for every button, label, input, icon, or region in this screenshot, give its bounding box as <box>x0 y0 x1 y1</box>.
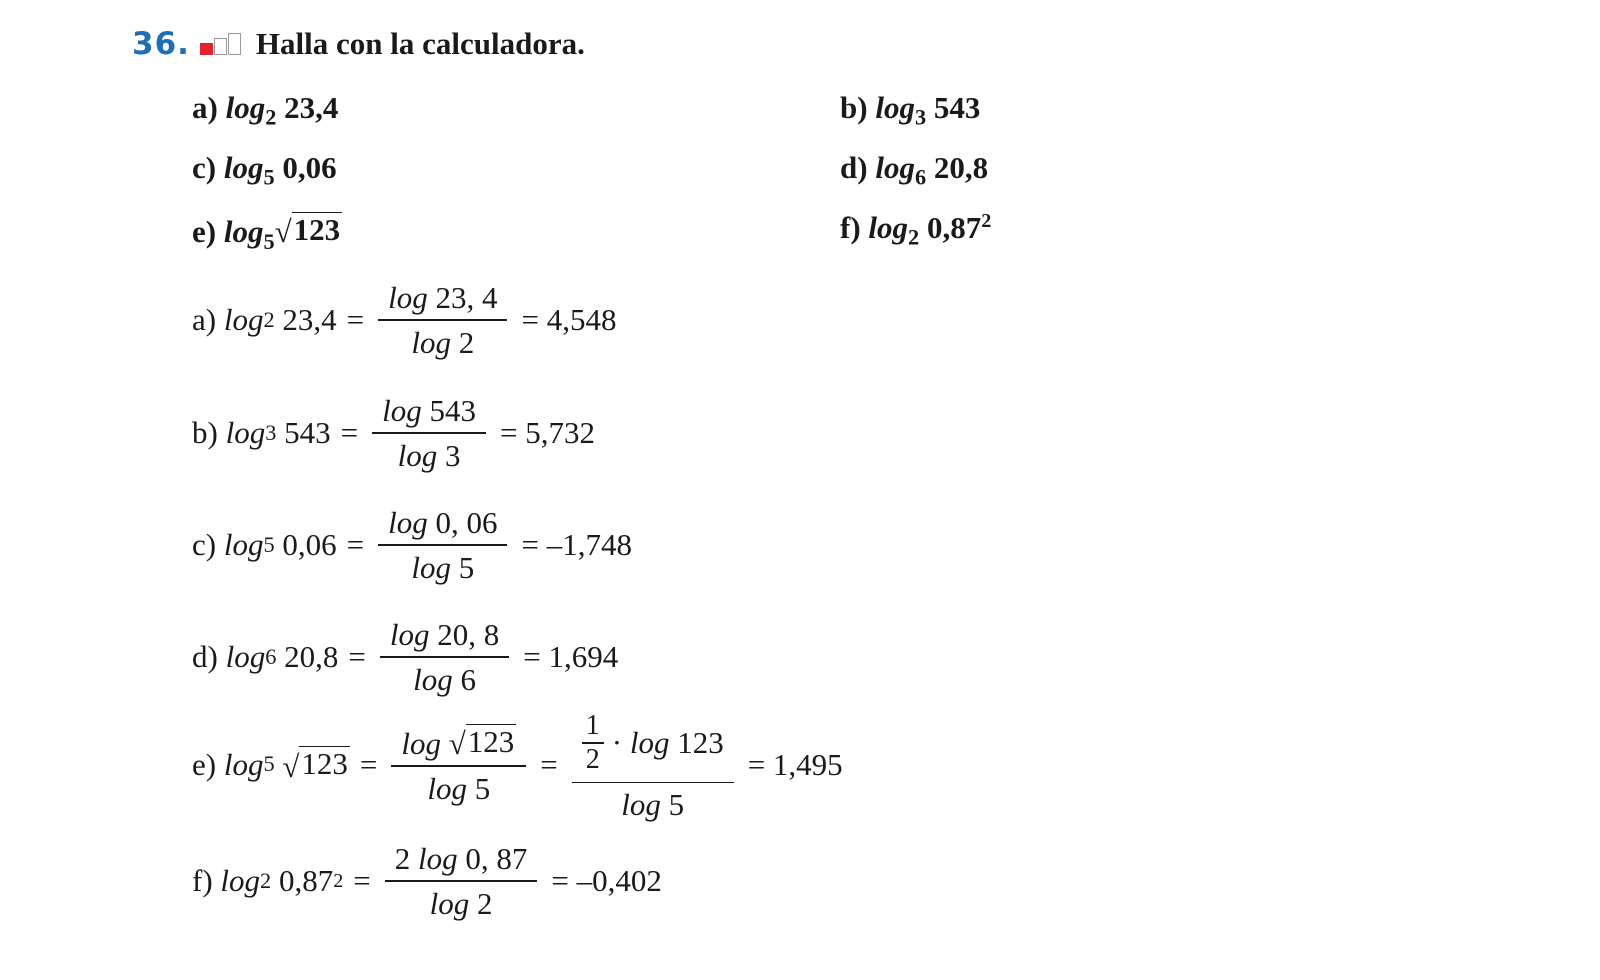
prompt-a <box>192 90 339 130</box>
prompt-label: d) <box>840 150 868 185</box>
difficulty-icon <box>200 33 242 55</box>
log-function: log <box>223 150 264 185</box>
log-function: log <box>429 885 470 921</box>
radicand: 123 <box>301 746 348 782</box>
log-base: 5 <box>263 228 275 254</box>
solution-label: e) <box>192 746 217 782</box>
log-argument: 6 <box>460 661 476 697</box>
prompt-label: a) <box>192 90 218 125</box>
fraction <box>378 282 507 358</box>
log-argument: 543 <box>933 90 981 125</box>
fraction <box>385 843 538 919</box>
prompt-e <box>192 212 342 254</box>
prompt-c <box>192 150 337 190</box>
log-argument: 23, 4 <box>435 280 498 315</box>
solution-label: b) <box>192 415 218 451</box>
radical-sign: √ <box>274 214 292 250</box>
half-numerator: 1 <box>585 710 600 741</box>
log-argument: 2 <box>458 324 475 360</box>
result: = 1,694 <box>523 639 619 675</box>
solution-a: a) log 2 23,4 = $\frac{\log 23, 4}{\log 2}$ = 4,548 <box>192 280 617 360</box>
radical-sign: √ <box>282 748 300 784</box>
multiplication-dot: · <box>611 725 623 761</box>
result: = 5,732 <box>499 415 595 451</box>
log-argument: 0, 06 <box>435 505 498 540</box>
fraction-numerator <box>378 507 507 544</box>
log-base: 6 <box>914 164 927 190</box>
fraction <box>391 724 526 804</box>
log-argument: 5 <box>458 549 475 585</box>
coefficient: 2 <box>394 841 411 876</box>
prompt-f <box>840 209 992 250</box>
difficulty-bar-3 <box>228 33 241 55</box>
log-function: log <box>427 770 467 806</box>
log-function: log <box>388 505 428 540</box>
log-function: log <box>418 841 458 876</box>
square-root <box>274 212 343 250</box>
fraction <box>380 619 509 695</box>
fraction-denominator <box>401 546 484 583</box>
result: = –1,748 <box>521 527 632 563</box>
radicand: 123 <box>467 724 515 760</box>
log-argument: 23,4 <box>284 90 339 125</box>
exercise-statement: Halla con la calculadora. <box>255 26 585 61</box>
fraction-denominator <box>403 658 486 695</box>
prompt-d <box>840 150 989 190</box>
difficulty-bar-2 <box>214 38 227 55</box>
prompt-label: e) <box>192 214 217 250</box>
log-function: log <box>225 415 266 451</box>
log-argument: 0, 87 <box>465 841 528 876</box>
log-function: log <box>875 90 915 125</box>
log-argument: 0,87 <box>278 863 334 899</box>
log-argument: 0,87 <box>926 210 982 245</box>
one-half-fraction <box>582 710 604 776</box>
log-argument: 20,8 <box>284 639 339 675</box>
log-argument: 543 <box>284 415 331 451</box>
radicand: 123 <box>293 212 341 247</box>
log-function: log <box>397 437 438 473</box>
log-function: log <box>868 210 909 245</box>
log-argument: 3 <box>444 437 461 473</box>
exercise-header <box>132 26 585 62</box>
log-function: log <box>225 90 266 125</box>
solution-c: c) log 5 0,06 = $\frac{\log 0, 06}{\log 5}$ = –1,748 <box>192 505 632 585</box>
log-function: log <box>223 302 264 338</box>
solution-label: c) <box>192 527 217 563</box>
solution-label: f) <box>192 863 213 899</box>
result: = 1,495 <box>747 746 843 782</box>
fraction-denominator <box>420 882 503 919</box>
equals-sign: = <box>346 527 365 563</box>
log-argument: 543 <box>429 393 476 428</box>
log-function: log <box>389 617 430 652</box>
log-function: log <box>388 280 428 315</box>
fraction-numerator <box>391 724 526 765</box>
solution-b: b) log 3 543 = $\frac{\log 543}{\log 3}$ = 5,732 <box>192 393 595 473</box>
log-argument: 5 <box>474 770 491 806</box>
fraction <box>378 507 507 583</box>
log-argument: 23,4 <box>282 302 337 338</box>
fraction-numerator <box>378 282 507 319</box>
log-function: log <box>411 549 451 585</box>
prompt-label: f) <box>840 210 861 245</box>
log-function: log <box>875 150 915 185</box>
prompt-b <box>840 90 981 130</box>
log-argument: 0,06 <box>282 150 337 185</box>
log-base: 2 <box>265 104 277 130</box>
equals-sign: = <box>346 302 365 338</box>
prompt-label: b) <box>840 90 868 125</box>
radical-sign: √ <box>448 726 466 762</box>
solution-label: a) <box>192 302 217 338</box>
equals-sign: = <box>340 415 359 451</box>
solution-e: e) log 5 √ 123 = log √ 123 log 5 = 1 2 · log 123 log 5 = 1,495 <box>192 710 843 822</box>
log-function: log <box>411 324 451 360</box>
solution-label: d) <box>192 639 218 675</box>
log-function: log <box>621 787 661 822</box>
log-argument: 5 <box>668 787 685 822</box>
log-function: log <box>382 393 422 428</box>
exponent: 2 <box>981 209 992 232</box>
fraction <box>572 708 734 820</box>
square-root <box>282 746 350 784</box>
log-argument: 123 <box>677 725 724 761</box>
fraction-numerator <box>380 619 509 656</box>
solution-f: f) log 2 0,87 2 = $\frac{2 \log 0, 87}{\log 2}$ = –0,402 <box>192 841 662 921</box>
exercise-number: 36. <box>132 26 190 62</box>
fraction-denominator <box>611 783 694 820</box>
result: = –0,402 <box>551 863 662 899</box>
half-denominator: 2 <box>585 743 600 775</box>
fraction-denominator <box>388 434 471 471</box>
difficulty-bar-1 <box>200 43 213 55</box>
half-times-log <box>582 710 724 776</box>
log-argument: 20, 8 <box>437 617 500 652</box>
fraction-numerator <box>385 843 538 880</box>
log-base: 5 <box>263 164 275 190</box>
log-base: 2 <box>908 224 920 250</box>
equals-sign: = <box>540 746 558 782</box>
log-function: log <box>401 726 441 762</box>
fraction-numerator <box>372 395 486 432</box>
equals-sign: = <box>359 746 378 782</box>
log-function: log <box>223 527 264 563</box>
log-function: log <box>220 863 261 899</box>
fraction-denominator <box>401 321 484 358</box>
log-argument: 2 <box>477 885 493 921</box>
log-function: log <box>629 725 670 761</box>
equals-sign: = <box>353 863 371 899</box>
equals-sign: = <box>348 639 366 675</box>
log-function: log <box>223 214 264 250</box>
log-base: 3 <box>914 104 927 130</box>
square-root <box>448 724 517 762</box>
prompt-label: c) <box>192 150 217 185</box>
result: = 4,548 <box>521 302 617 338</box>
fraction <box>372 395 486 471</box>
solution-d: d) log 6 20,8 = $\frac{\log 20, 8}{\log 6}$ = 1,694 <box>192 617 619 697</box>
fraction-denominator <box>417 767 500 804</box>
fraction-numerator <box>572 708 734 782</box>
log-argument: 20,8 <box>933 150 989 185</box>
log-function: log <box>413 661 453 697</box>
log-function: log <box>223 746 264 782</box>
log-argument: 0,06 <box>282 527 337 563</box>
log-function: log <box>225 639 266 675</box>
